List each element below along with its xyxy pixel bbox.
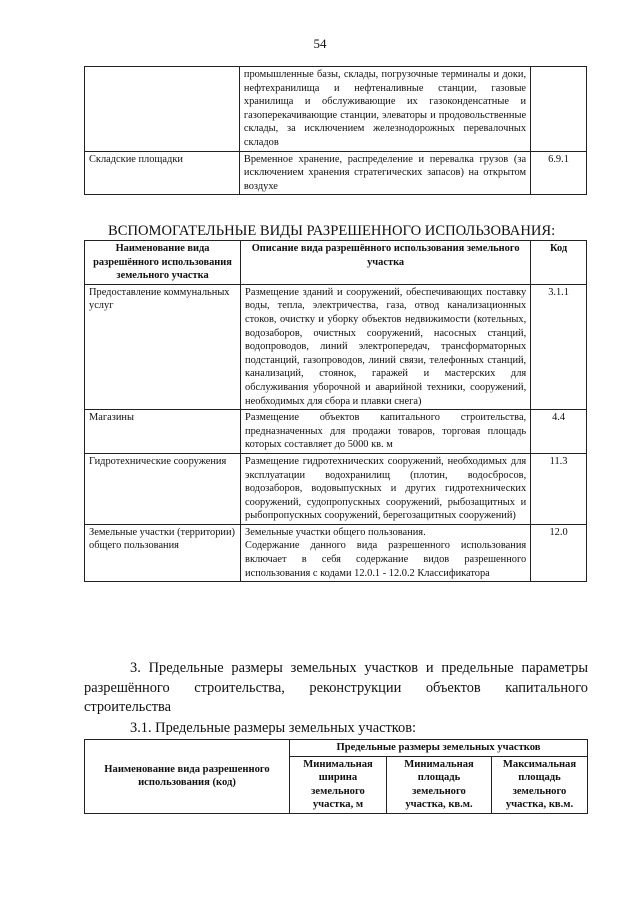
aux-uses-heading: ВСПОМОГАТЕЛЬНЫЕ ВИДЫ РАЗРЕШЕННОГО ИСПОЛЬЗОВАНИЯ: bbox=[108, 223, 556, 239]
table-row bbox=[85, 410, 587, 454]
use-description-cell: Временное хранение, распределение и перевалка грузов (за исключением хранения стратегических запасов) на открытом воздухе bbox=[239, 151, 530, 195]
section-3-paragraph: 3. Предельные размеры земельных участков и предельные параметры разрешённого строительства, реконструкции объектов капитального строительства bbox=[84, 660, 588, 715]
page-number: 54 bbox=[313, 36, 327, 51]
header-description: Описание вида разрешённого использования земельного участка bbox=[241, 241, 531, 285]
table-row bbox=[85, 524, 587, 581]
use-description-cell: Размещение зданий и сооружений, обеспечивающих поставку воды, тепла, электричества, газа, отвод канализационных стоков, очистку и уборку объектов недвижимости (котельных, водозаборов, очистных сооружений, насосных станций, водопроводов, линий электропередач, трансформаторных подстанций, газопроводов, линий связи, телефонных станций, канализаций, стоянок, гаражей и мастерских для обслуживания уборочной и аварийной техники, сооружений, необходимых для сбора и плавки снега) bbox=[241, 284, 531, 409]
table-row bbox=[85, 151, 587, 195]
table-row bbox=[85, 67, 587, 152]
use-name-cell: Магазины bbox=[85, 410, 241, 454]
use-description-cell: Размещение объектов капитального строительства, предназначенных для продажи товаров, торговая площадь которых составляет до 5000 кв. м bbox=[241, 410, 531, 454]
use-description-cell: Земельные участки общего пользования. Содержание данного вида разрешенного использования включает в себя содержание видов разрешенного использования с кодами 12.0.1 - 12.0.2 Классификатора bbox=[241, 524, 531, 581]
use-name-cell bbox=[85, 67, 240, 152]
plot-limits-table bbox=[84, 739, 588, 814]
use-code-cell: 4.4 bbox=[531, 410, 587, 454]
aux-uses-table bbox=[84, 240, 587, 582]
use-name-cell: Земельные участки (территории) общего пользования bbox=[85, 524, 241, 581]
table-header-row bbox=[85, 241, 587, 285]
use-description-cell: промышленные базы, склады, погрузочные терминалы и доки, нефтехранилища и нефтеналивные станции, газовые хранилища и обслуживающие их газоконденсатные и газоперекачивающие станции, элеваторы и продовольственные склады, за исключением железнодорожных перевалочных складов bbox=[239, 67, 530, 152]
use-description-cell: Размещение гидротехнических сооружений, необходимых для эксплуатации водохранилищ (плотин, водосбросов, водозаборов, водовыпускных и других гидротехнических сооружений, судопропускных сооружений, рыбозащитных и рыбопропускных сооружений, берегозащитных сооружений) bbox=[241, 453, 531, 524]
header-code: Код bbox=[531, 241, 587, 285]
use-name-cell: Предоставление коммунальных услуг bbox=[85, 284, 241, 409]
use-code-cell: 12.0 bbox=[531, 524, 587, 581]
header-use-name: Наименование вида разрешенного использования (код) bbox=[85, 740, 290, 814]
use-code-cell bbox=[531, 67, 587, 152]
use-code-cell: 6.9.1 bbox=[531, 151, 587, 195]
header-max-area: Максимальная площадь земельного участка, кв.м. bbox=[492, 756, 588, 813]
header-name: Наименование вида разрешённого использования земельного участка bbox=[85, 241, 241, 285]
use-code-cell: 11.3 bbox=[531, 453, 587, 524]
table-row bbox=[85, 453, 587, 524]
section-3-1-paragraph: 3.1. Предельные размеры земельных участков: bbox=[130, 720, 417, 736]
uses-table-continuation bbox=[84, 66, 587, 195]
use-name-cell: Складские площадки bbox=[85, 151, 240, 195]
header-min-area: Минимальная площадь земельного участка, кв.м. bbox=[387, 756, 492, 813]
table-header-row bbox=[85, 740, 588, 757]
use-name-cell: Гидротехнические сооружения bbox=[85, 453, 241, 524]
header-min-width: Минимальная ширина земельного участка, м bbox=[290, 756, 387, 813]
use-code-cell: 3.1.1 bbox=[531, 284, 587, 409]
header-limits-group: Предельные размеры земельных участков bbox=[290, 740, 588, 757]
table-row bbox=[85, 284, 587, 409]
